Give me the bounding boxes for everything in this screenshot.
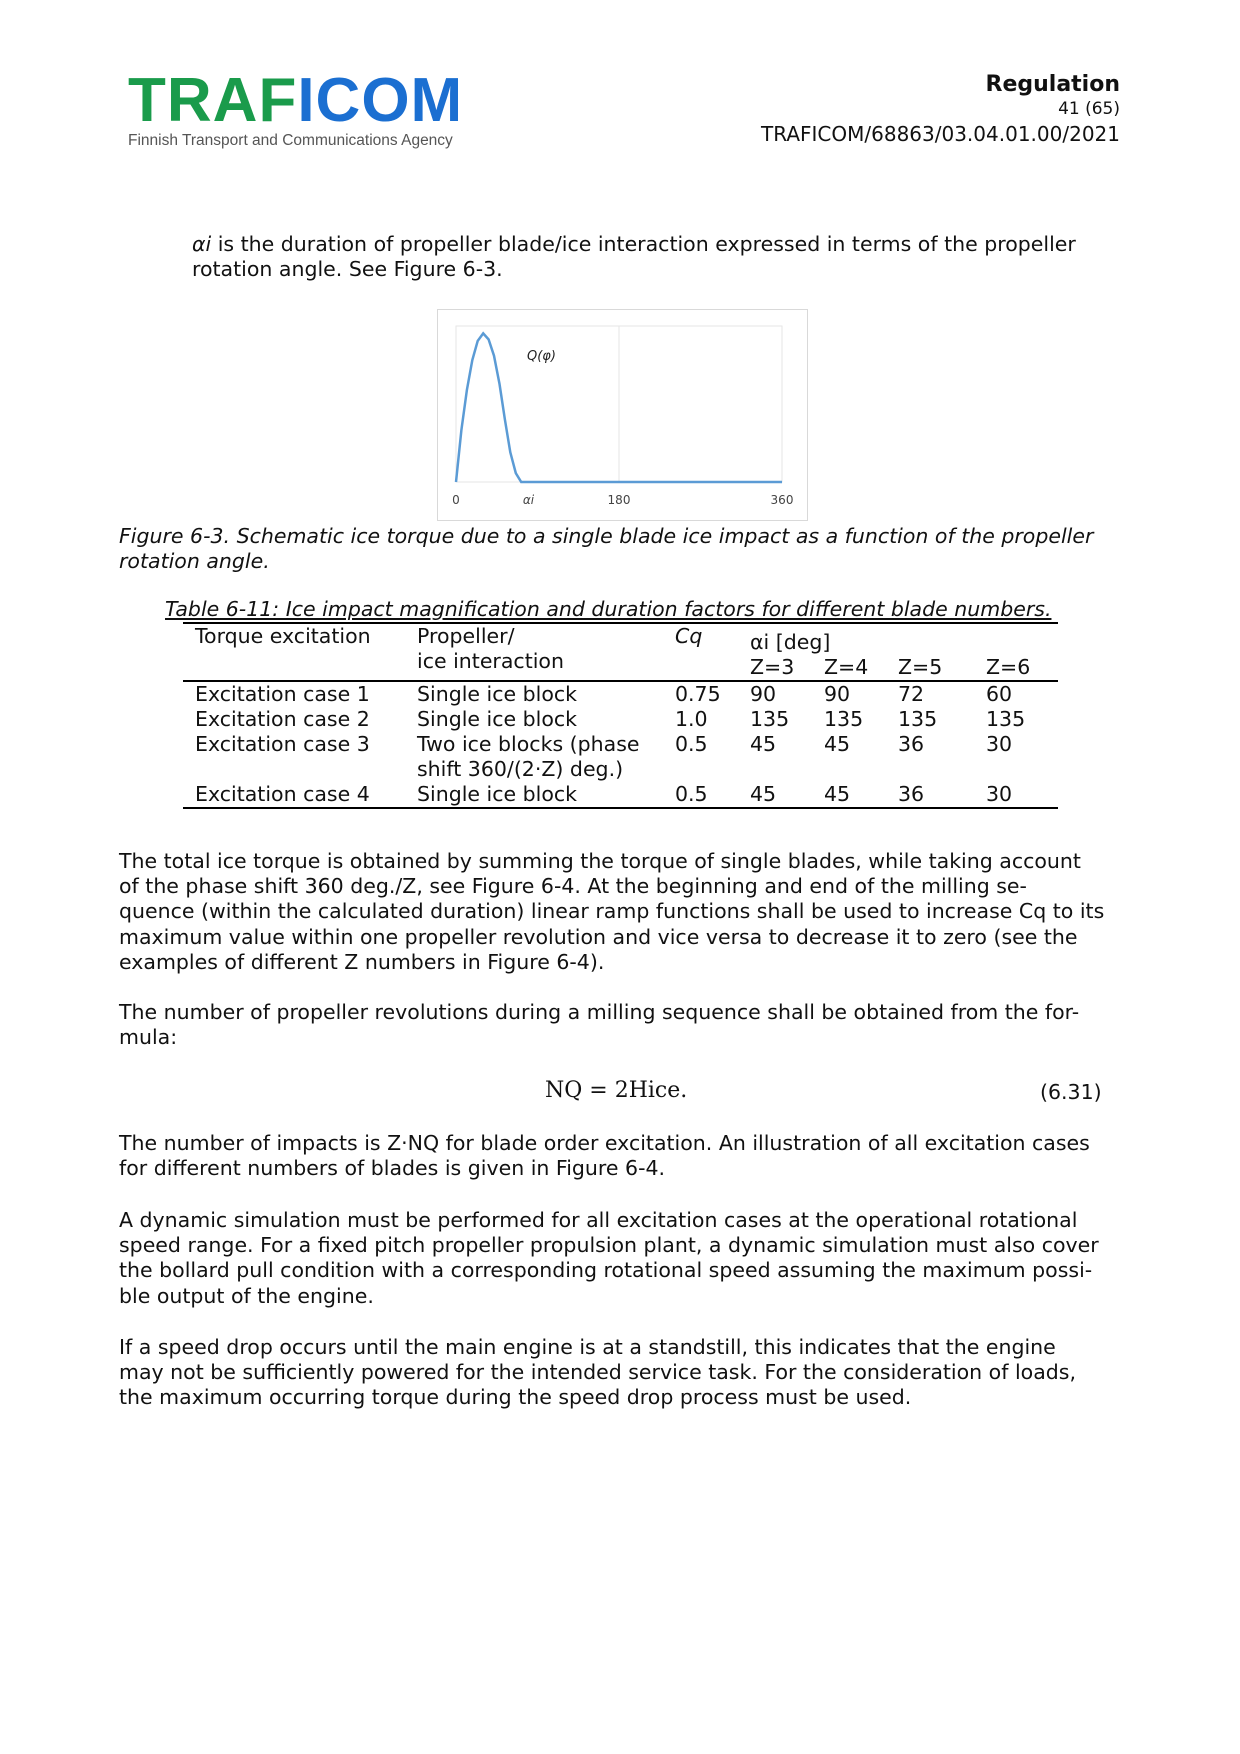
- x-tick-label: 180: [607, 493, 631, 507]
- doc-reference: TRAFICOM/68863/03.04.01.00/2021: [761, 122, 1120, 146]
- cell-z5: 36: [886, 782, 974, 808]
- cell-z3: 45: [750, 732, 777, 756]
- cell-z6: 135: [986, 707, 1026, 731]
- intro-text-2: rotation angle. See Figure 6-3.: [192, 257, 503, 282]
- paragraph-impacts: The number of impacts is Z·NQ for blade order excitation. An illustration of all excitation cases for different numbers of blades is given in Figure 6-4.: [119, 1131, 1090, 1181]
- table-caption: Table 6-11: Ice impact magnification and duration factors for different blade numbers.: [165, 597, 1052, 621]
- cell-z3: 90: [750, 682, 777, 706]
- cell-cq: 0.5: [675, 732, 708, 756]
- cell-case: Excitation case 1: [195, 682, 370, 706]
- header-z5: Z=5: [886, 655, 974, 681]
- table-row: [183, 782, 1058, 808]
- ice-impact-table: [183, 622, 1058, 809]
- cell-z4: 45: [824, 732, 851, 756]
- page-number: 41 (65): [1058, 99, 1120, 119]
- paragraph-revolutions: The number of propeller revolutions during a milling sequence shall be obtained from the for- mula:: [119, 1000, 1080, 1050]
- cell-interaction: Single ice block: [405, 782, 663, 808]
- x-tick-label: 360: [770, 493, 794, 507]
- cell-interaction: Two ice blocks (phase shift 360/(2·Z) deg.): [417, 732, 640, 781]
- header-z3: Z=3: [738, 655, 812, 681]
- header-propeller-ice: Propeller/ ice interaction: [405, 623, 663, 681]
- cell-case: Excitation case 3: [195, 732, 370, 756]
- logo-subtitle: Finnish Transport and Communications Agency: [128, 132, 453, 149]
- header-torque-excitation: Torque excitation: [183, 623, 405, 681]
- equation-number: (6.31): [1040, 1080, 1102, 1104]
- logo-wordmark: TRAFICOM: [128, 66, 464, 135]
- curve-label: Q(φ): [527, 349, 556, 364]
- table-row: [183, 707, 1058, 732]
- table-row: [183, 732, 1058, 782]
- header-z4: Z=4: [812, 655, 886, 681]
- intro-text: is the duration of propeller blade/ice interaction expressed in terms of the propeller: [211, 232, 1076, 256]
- cell-z5: 72: [898, 682, 925, 706]
- cell-z6: 30: [986, 732, 1013, 756]
- cell-z4: 90: [824, 682, 851, 706]
- figure-caption-line-1: Figure 6-3. Schematic ice torque due to a single blade ice impact as a function of the propeller: [119, 524, 1094, 548]
- x-tick-label: αi: [522, 493, 535, 507]
- cell-z5: 36: [898, 732, 925, 756]
- alpha-symbol: αi: [192, 232, 212, 256]
- formula-6-31: NQ = 2Hice.: [545, 1078, 688, 1103]
- doc-type: Regulation: [985, 72, 1120, 97]
- paragraph-total-torque: The total ice torque is obtained by summing the torque of single blades, while taking account of the phase shift 360 deg./Z, see Figure 6-4. At the beginning and end of the milling se- quence (within the calculated duration) linear ramp functions shall be used to increase Cq to its maximum value within one propeller revolution and vice versa to decrease it to zero (see the examples of different Z numbers in Figure 6-4).: [119, 849, 1105, 974]
- cell-z5: 135: [898, 707, 938, 731]
- cell-cq: 1.0: [675, 707, 708, 731]
- traficom-logo: [128, 66, 488, 152]
- paragraph-dynamic-simulation: A dynamic simulation must be performed for all excitation cases at the operational rotational speed range. For a fixed pitch propeller propulsion plant, a dynamic simulation must also cover the bollard pull condition with a corresponding rotational speed assuming the maximum possi- ble output of the engine.: [119, 1208, 1099, 1308]
- cell-interaction: Single ice block: [417, 707, 578, 731]
- cell-case: Excitation case 4: [183, 782, 405, 808]
- cell-z3: 135: [750, 707, 790, 731]
- cell-cq: 0.5: [663, 782, 738, 808]
- cell-interaction: Single ice block: [417, 682, 578, 706]
- header-z6: Z=6: [974, 655, 1058, 681]
- ice-torque-chart: [438, 310, 807, 520]
- cell-case: Excitation case 2: [195, 707, 370, 731]
- paragraph-speed-drop: If a speed drop occurs until the main engine is at a standstill, this indicates that the engine may not be sufficiently powered for the intended service task. For the consideration of loads, the maximum occurring torque during the speed drop process must be used.: [119, 1335, 1076, 1410]
- x-tick-label: 0: [452, 493, 460, 507]
- figure-caption-line-2: rotation angle.: [119, 549, 270, 574]
- figure-caption: [119, 524, 1129, 574]
- cell-z6: 30: [974, 782, 1058, 808]
- cell-z4: 135: [824, 707, 864, 731]
- figure-6-3: [437, 309, 808, 521]
- document-header: [761, 72, 1120, 148]
- cell-z6: 60: [986, 682, 1013, 706]
- table-header-row: [183, 623, 1058, 655]
- table-row: [183, 681, 1058, 707]
- header-cq: Cq: [663, 623, 738, 681]
- intro-paragraph: [192, 232, 1122, 282]
- cell-z4: 45: [812, 782, 886, 808]
- header-alpha: αi [deg]: [750, 630, 831, 654]
- cell-cq: 0.75: [675, 682, 721, 706]
- cell-z3: 45: [738, 782, 812, 808]
